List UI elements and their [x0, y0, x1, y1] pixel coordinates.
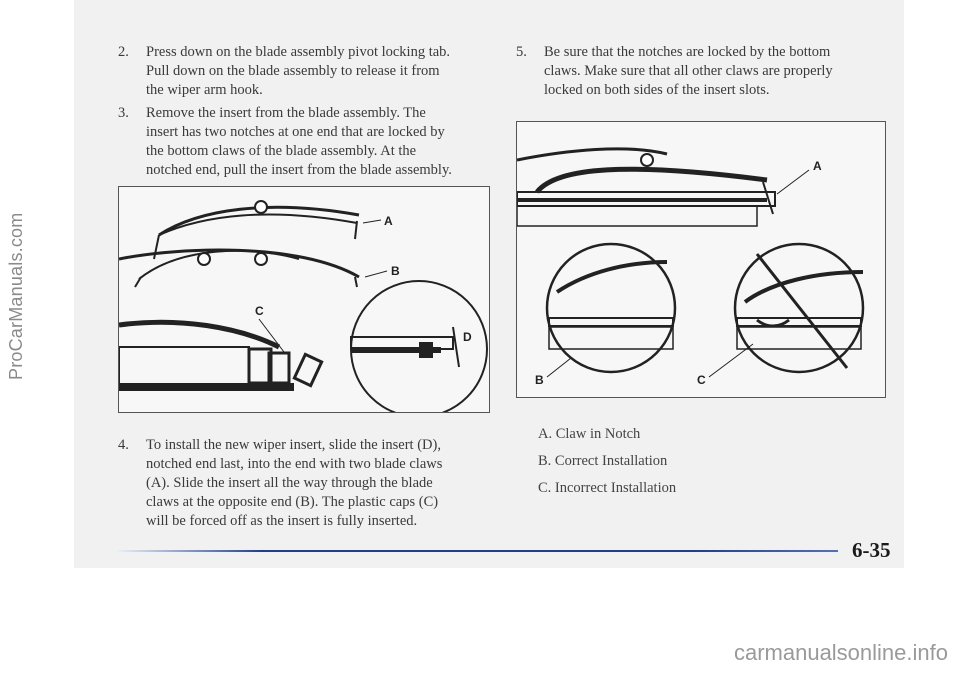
- label-c: C: [697, 373, 706, 387]
- figure-blade-removal: [118, 186, 490, 413]
- blade-removal-illustration: [119, 187, 489, 412]
- label-b: B: [391, 264, 400, 278]
- step-line: notched end last, into the end with two blade claws: [146, 456, 443, 472]
- label-d: D: [463, 330, 472, 344]
- step-2: [118, 43, 498, 103]
- step-3: [118, 104, 498, 182]
- bottom-watermark: carmanualsonline.info: [733, 640, 948, 665]
- step-line: insert has two notches at one end that are locked by: [146, 124, 445, 140]
- step-line: Pull down on the blade assembly to release it from: [146, 63, 440, 79]
- step-line: claws. Make sure that all other claws are properly: [544, 63, 833, 79]
- step-line: notched end, pull the insert from the blade assembly.: [146, 162, 452, 178]
- claw-installation-illustration: [517, 122, 885, 397]
- step-line: Press down on the blade assembly pivot locking tab.: [146, 44, 451, 60]
- step-line: locked on both sides of the insert slots.: [544, 82, 770, 98]
- legend-item: B. Correct Installation: [538, 453, 668, 469]
- footer-rule: [118, 550, 838, 552]
- label-c: C: [255, 304, 264, 318]
- figure-claw-installation: [516, 121, 886, 398]
- step-number: 5.: [516, 44, 527, 60]
- legend-item: A. Claw in Notch: [538, 426, 641, 442]
- legend-item: C. Incorrect Installation: [538, 480, 677, 496]
- step-number: 4.: [118, 437, 129, 453]
- step-5: [516, 43, 896, 103]
- step-line: claws at the opposite end (B). The plastic caps (C): [146, 494, 439, 510]
- step-line: Be sure that the notches are locked by the bottom: [544, 44, 831, 60]
- step-line: (A). Slide the insert all the way through the blade: [146, 475, 433, 491]
- step-4: [118, 436, 498, 532]
- step-line: will be forced off as the insert is fully inserted.: [146, 513, 418, 529]
- step-line: the bottom claws of the blade assembly. At the: [146, 143, 417, 159]
- step-number: 2.: [118, 44, 129, 60]
- side-watermark: ProCarManuals.com: [6, 212, 26, 380]
- label-a: A: [813, 159, 822, 173]
- label-b: B: [535, 373, 544, 387]
- step-line: To install the new wiper insert, slide the insert (D),: [146, 437, 441, 453]
- step-line: Remove the insert from the blade assembly. The: [146, 105, 426, 121]
- step-number: 3.: [118, 105, 129, 121]
- step-line: the wiper arm hook.: [146, 82, 263, 98]
- page-number: 6-35: [852, 538, 891, 562]
- label-a: A: [384, 214, 393, 228]
